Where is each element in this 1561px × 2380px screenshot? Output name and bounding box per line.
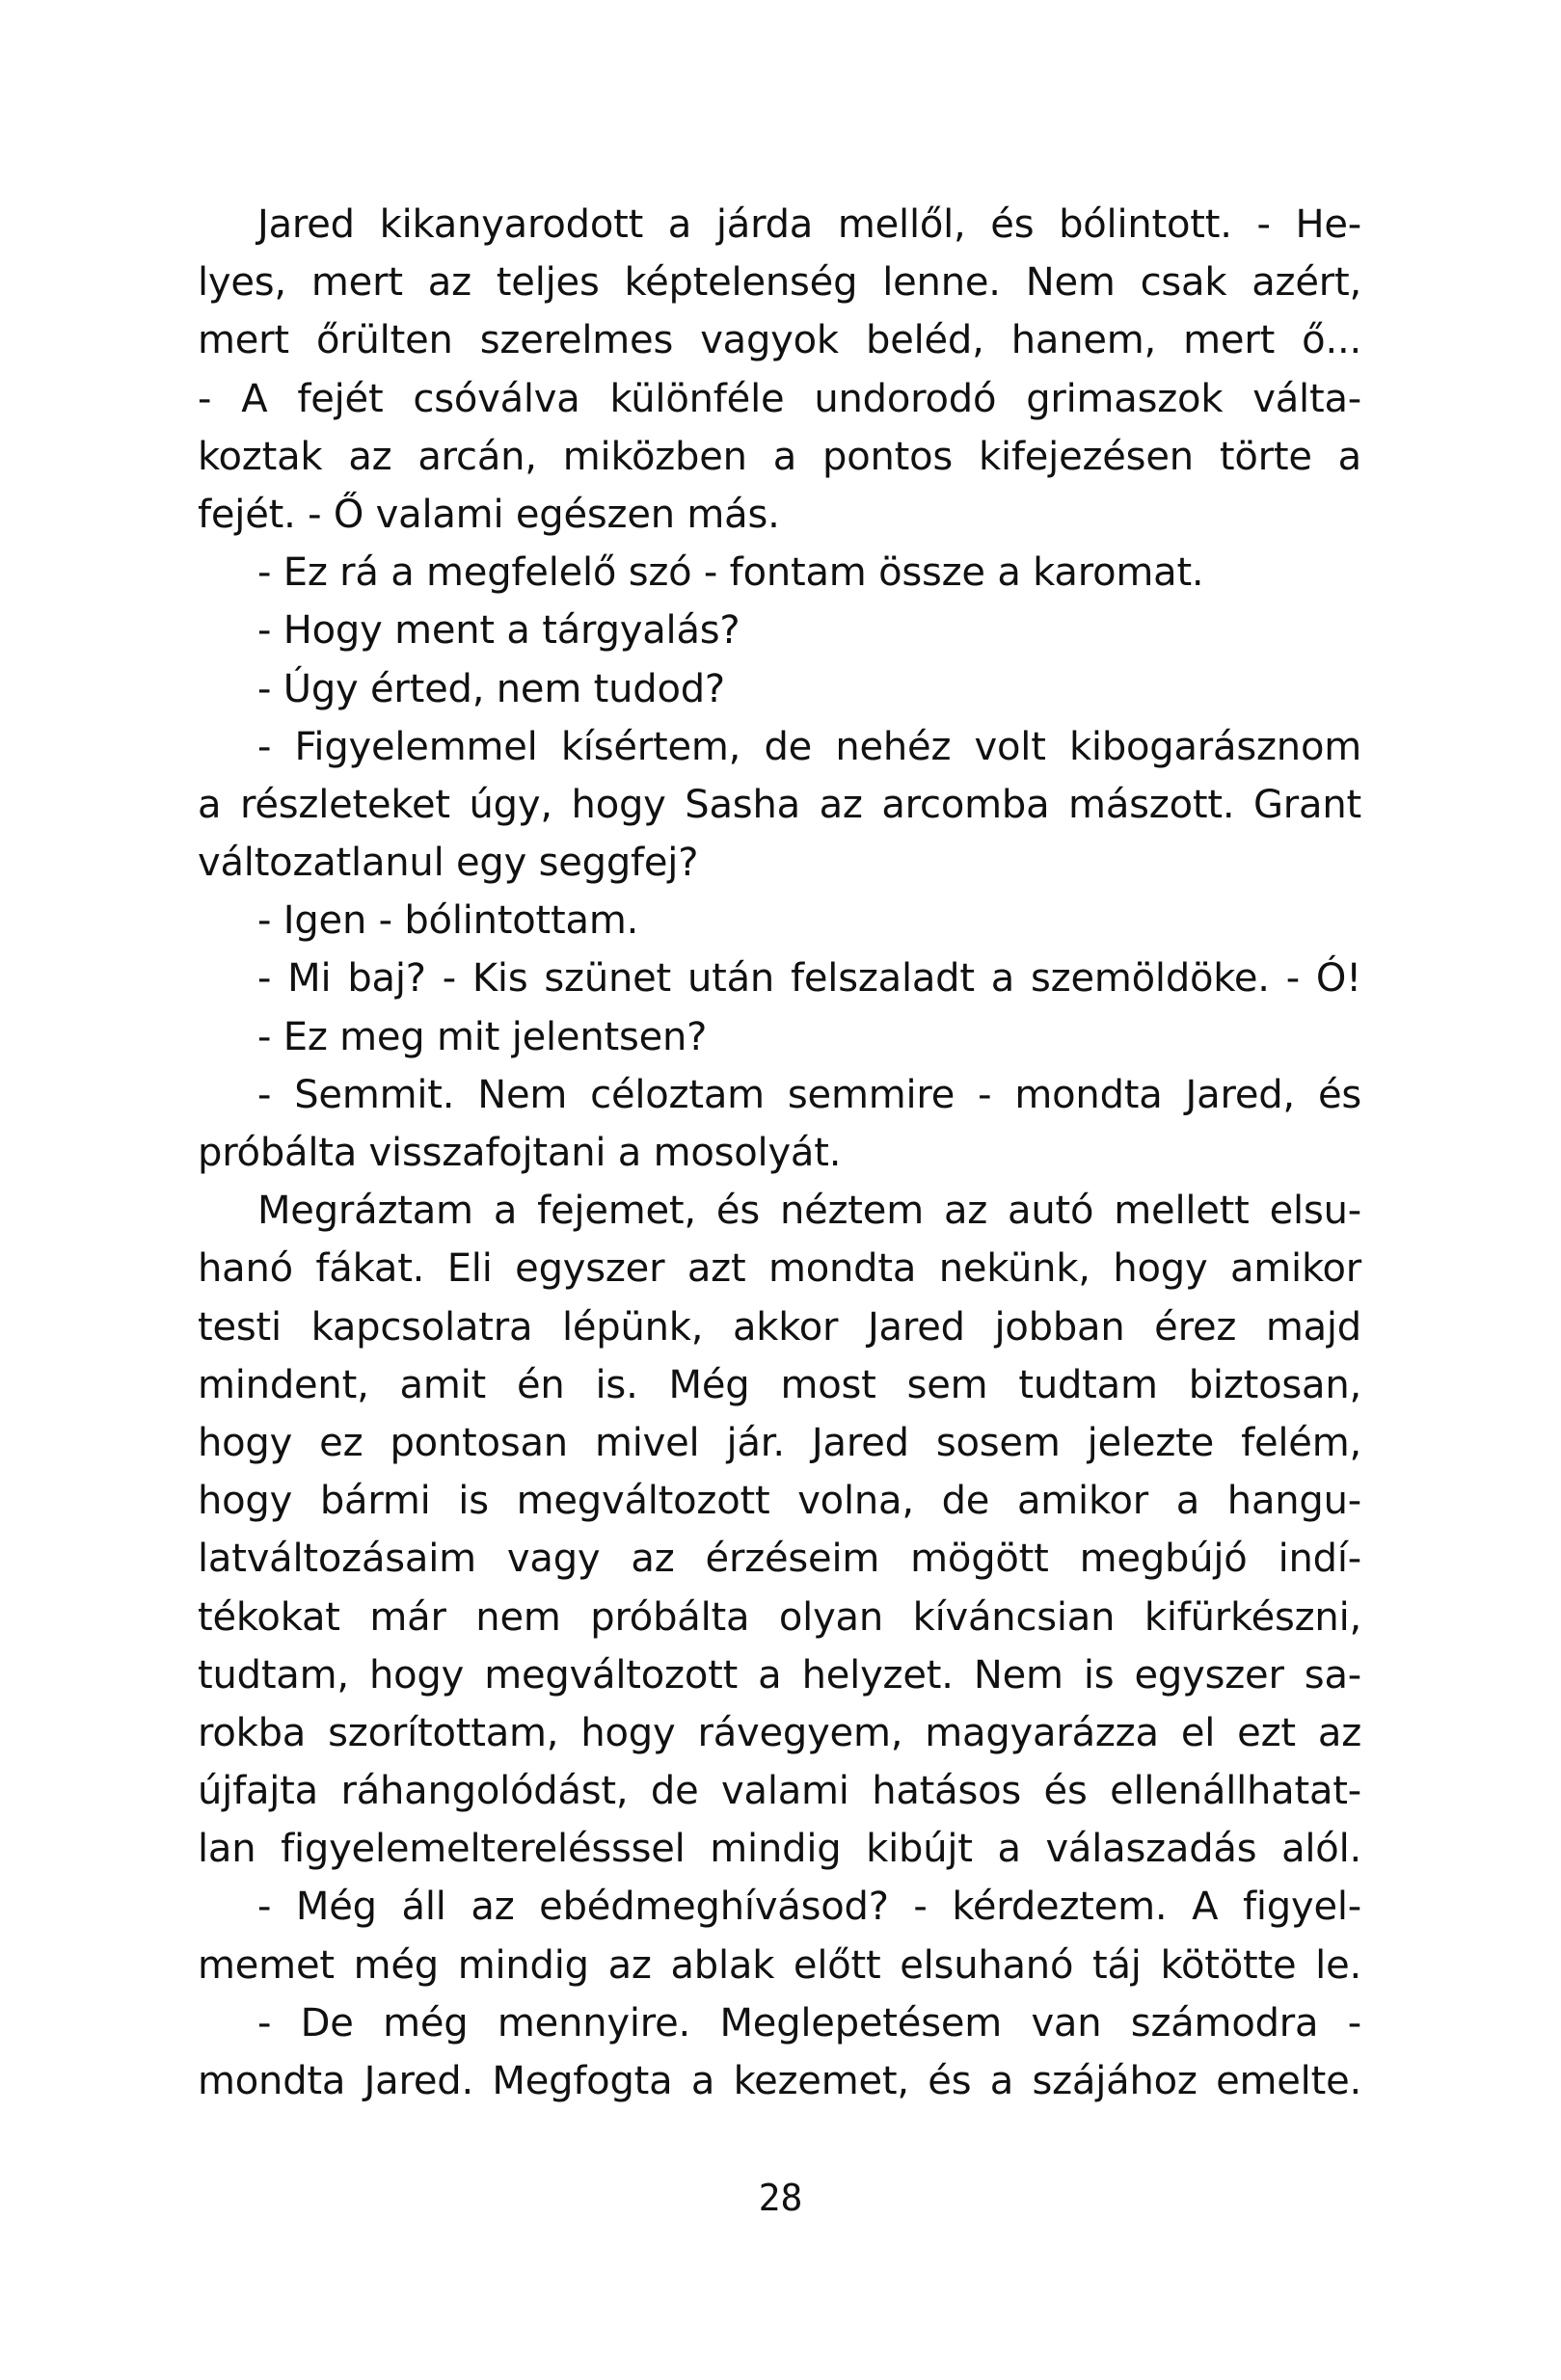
text-line: tékokat már nem próbálta olyan kíváncsian kifürkészni, <box>198 1594 1361 1640</box>
text-line: - Igen - bólintottam. <box>257 898 639 944</box>
page-body <box>198 196 1361 2110</box>
text-line: tudtam, hogy megváltozott a helyzet. Nem is egyszer sa- <box>198 1652 1361 1698</box>
text-line: - A fejét csóválva különféle undorodó grimaszok válta- <box>198 376 1361 421</box>
text-line: hogy bármi is megváltozott volna, de amikor a hangu- <box>198 1479 1361 1524</box>
text-line: a részleteket úgy, hogy Sasha az arcomba mászott. Grant <box>198 782 1361 827</box>
text-line: újfajta ráhangolódást, de valami hatásos és ellenállhatat- <box>198 1769 1361 1814</box>
text-line: mindent, amit én is. Még most sem tudtam biztosan, <box>198 1362 1361 1407</box>
text-line: - Hogy ment a tárgyalás? <box>257 608 740 654</box>
text-line: fejét. - Ő valami egészen más. <box>198 492 780 537</box>
text-line: latváltozásaim vagy az érzéseim mögött megbújó indí- <box>198 1537 1361 1582</box>
text-line: hogy ez pontosan mivel jár. Jared sosem jelezte felém, <box>198 1420 1361 1465</box>
text-line: rokba szorítottam, hogy rávegyem, magyarázza el ezt az <box>198 1710 1361 1755</box>
text-line: Megráztam a fejemet, és néztem az autó mellett elsu- <box>257 1189 1361 1234</box>
text-line: koztak az arcán, miközben a pontos kifejezésen törte a <box>198 434 1361 479</box>
text-line: próbálta visszafojtani a mosolyát. <box>198 1131 842 1175</box>
text-line: - Úgy érted, nem tudod? <box>257 666 725 711</box>
text-line: hanó fákat. Eli egyszer azt mondta nekünk, hogy amikor <box>198 1246 1361 1292</box>
text-line: - De még mennyire. Meglepetésem van számodra - <box>257 2000 1361 2046</box>
text-line: lyes, mert az teljes képtelenség lenne. Nem csak azért, <box>198 260 1361 306</box>
text-line: lan figyelemelterelésssel mindig kibújt a válaszadás alól. <box>198 1827 1361 1872</box>
page-number: 28 <box>758 2177 803 2219</box>
text-line: mert őrülten szerelmes vagyok beléd, hanem, mert ő... <box>198 318 1361 363</box>
text-line: változatlanul egy seggfej? <box>198 841 699 886</box>
text-line: - Ez rá a megfelelő szó - fontam össze a karomat. <box>257 550 1204 596</box>
text-line: memet még mindig az ablak előtt elsuhanó táj kötötte le. <box>198 1942 1361 1988</box>
text-line: - Mi baj? - Kis szünet után felszaladt a szemöldöke. - Ó! <box>257 956 1361 1002</box>
text-line: mondta Jared. Megfogta a kezemet, és a szájához emelte. <box>198 2059 1361 2103</box>
text-line: - Semmit. Nem céloztam semmire - mondta Jared, és <box>257 1072 1361 1117</box>
text-line: Jared kikanyarodott a járda mellől, és bólintott. - He- <box>257 202 1361 247</box>
text-line: testi kapcsolatra lépünk, akkor Jared jobban érez majd <box>198 1304 1361 1350</box>
text-line: - Ez meg mit jelentsen? <box>257 1014 708 1059</box>
text-line: - Figyelemmel kísértem, de nehéz volt kibogarásznom <box>257 724 1361 769</box>
text-line: - Még áll az ebédmeghívásod? - kérdeztem. A figyel- <box>257 1885 1361 1930</box>
